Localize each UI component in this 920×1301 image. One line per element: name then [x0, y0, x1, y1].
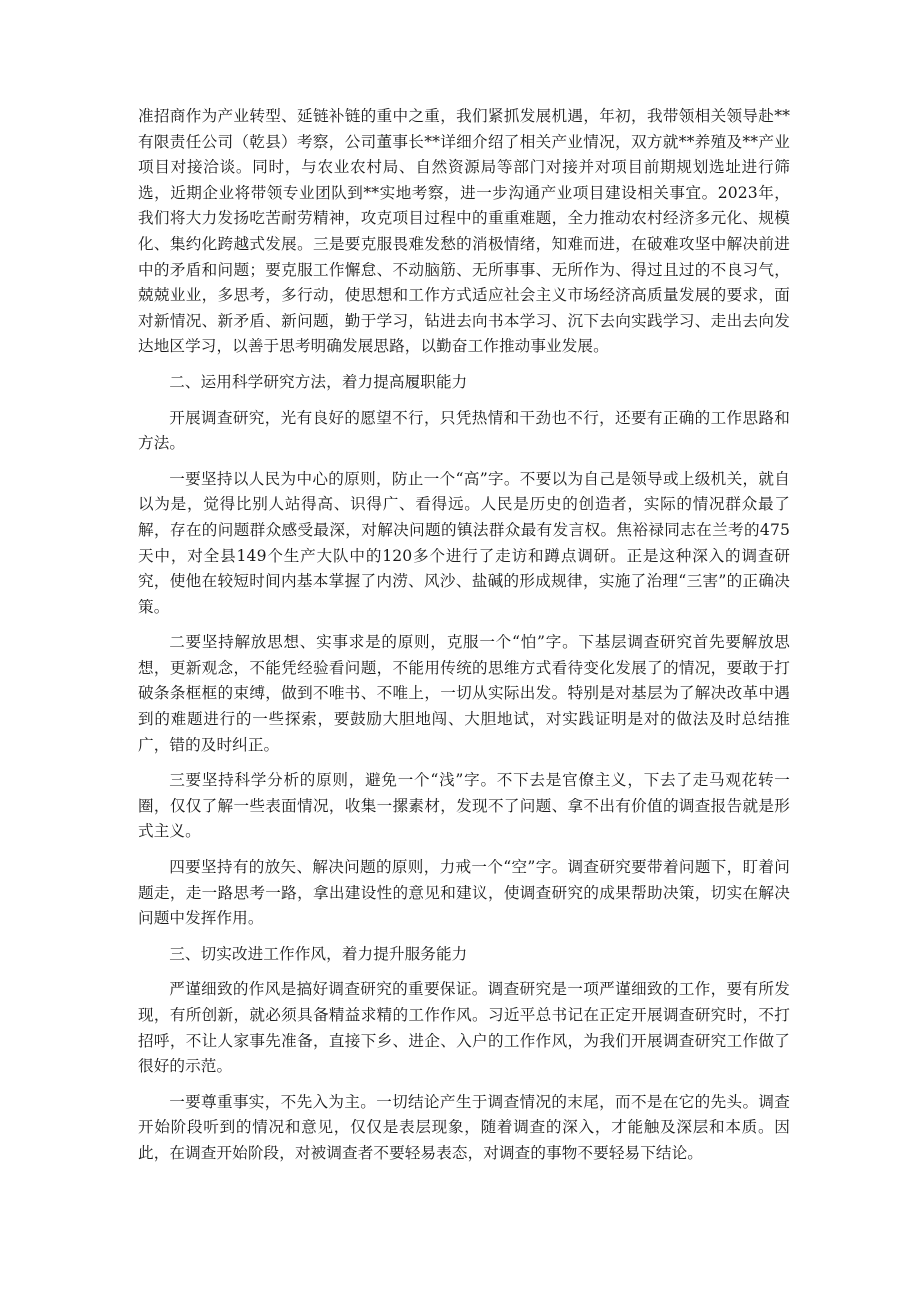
section-heading-3: 三、切实改进工作作风，着力提升服务能力 [169, 944, 468, 963]
paragraph: 一要尊重事实，不先入为主。一切结论产生于调查情况的末尾，而不是在它的先头。调查开始阶段听到的情况和意见，仅仅是表层现象，随着调查的深入，才能触及深层和本质。因此，在调查开始阶段，对被调查者不要轻易表态，对调查的事物不要轻易下结论。 [138, 1092, 790, 1162]
paragraph: 严谨细致的作风是搞好调查研究的重要保证。调查研究是一项严谨细致的工作，要有所发现，有所创新，就必须具备精益求精的工作作风。习近平总书记在正定开展调查研究时，不打招呼，不让人家事先准备，直接下乡、进企、入户的工作作风，为我们开展调查研究工作做了很好的示范。 [138, 980, 790, 1076]
section-heading-2: 二、运用科学研究方法，着力提高履职能力 [169, 372, 468, 391]
paragraph: 一要坚持以人民为中心的原则，防止一个“高”字。不要以为自己是领导或上级机关，就自以为是，觉得比别人站得高、识得广、看得远。人民是历史的创造者，实际的情况群众最了解，存在的问题群众感受最深，对解决问题的镇法群众最有发言权。焦裕禄同志在兰考的475天中，对全县149个生产大队中的120多个进行了走访和蹲点调研。正是这种深入的调查研究，使他在较短时间内基本掌握了内涝、风沙、盐碱的形成规律，实施了治理“三害”的正确决策。 [138, 469, 790, 616]
paragraph-continuation: 准招商作为产业转型、延链补链的重中之重，我们紧抓发展机遇，年初，我带领相关领导赴**有限责任公司（乾县）考察，公司董事长**详细介绍了相关产业情况，双方就**养殖及**产业项目对接洽谈。同时，与农业农村局、自然资源局等部门对接并对项目前期规划选址进行筛选，近期企业将带领专业团队到**实地考察，进一步沟通产业项目建设相关事宜。2023年，我们将大力发扬吃苦耐劳精神，攻克项目过程中的重重难题，全力推动农村经济多元化、规模化、集约化跨越式发展。三是要克服畏难发愁的消极情绪，知难而进，在破难攻坚中解决前进中的矛盾和问题；要克服工作懈怠、不动脑筋、无所事事、无所作为、得过且过的不良习气，兢兢业业，多思考，多行动，使思想和工作方式适应社会主义市场经济高质量发展的要求，面对新情况、新矛盾、新问题，勤于学习，钻进去向书本学习、沉下去向实践学习、走出去向发达地区学习，以善于思考明确发展思路，以勤奋工作推动事业发展。 [138, 107, 790, 356]
document-body [138, 104, 790, 1167]
paragraph: 开展调查研究，光有良好的愿望不行，只凭热情和干劲也不行，还要有正确的工作思路和方法。 [138, 408, 790, 453]
paragraph: 二要坚持解放思想、实事求是的原则，克服一个“怕”字。下基层调查研究首先要解放思想，更新观念，不能凭经验看问题，不能用传统的思维方式看待变化发展了的情况，要敢于打破条条框框的束缚，做到不唯书、不唯上，一切从实际出发。特别是对基层为了解决改革中遇到的难题进行的一些探索，要鼓励大胆地闯、大胆地试，对实践证明是对的做法及时总结推广，错的及时纠正。 [138, 633, 790, 754]
paragraph: 四要坚持有的放矢、解决问题的原则，力戒一个“空”字。调查研究要带着问题下，盯着问题走，走一路思考一路，拿出建设性的意见和建议，使调查研究的成果帮助决策，切实在解决问题中发挥作用。 [138, 858, 790, 928]
paragraph: 三要坚持科学分析的原则，避免一个“浅”字。不下去是官僚主义，下去了走马观花转一圈，仅仅了解一些表面情况，收集一摞素材，发现不了问题、拿不出有价值的调查报告就是形式主义。 [138, 771, 790, 841]
